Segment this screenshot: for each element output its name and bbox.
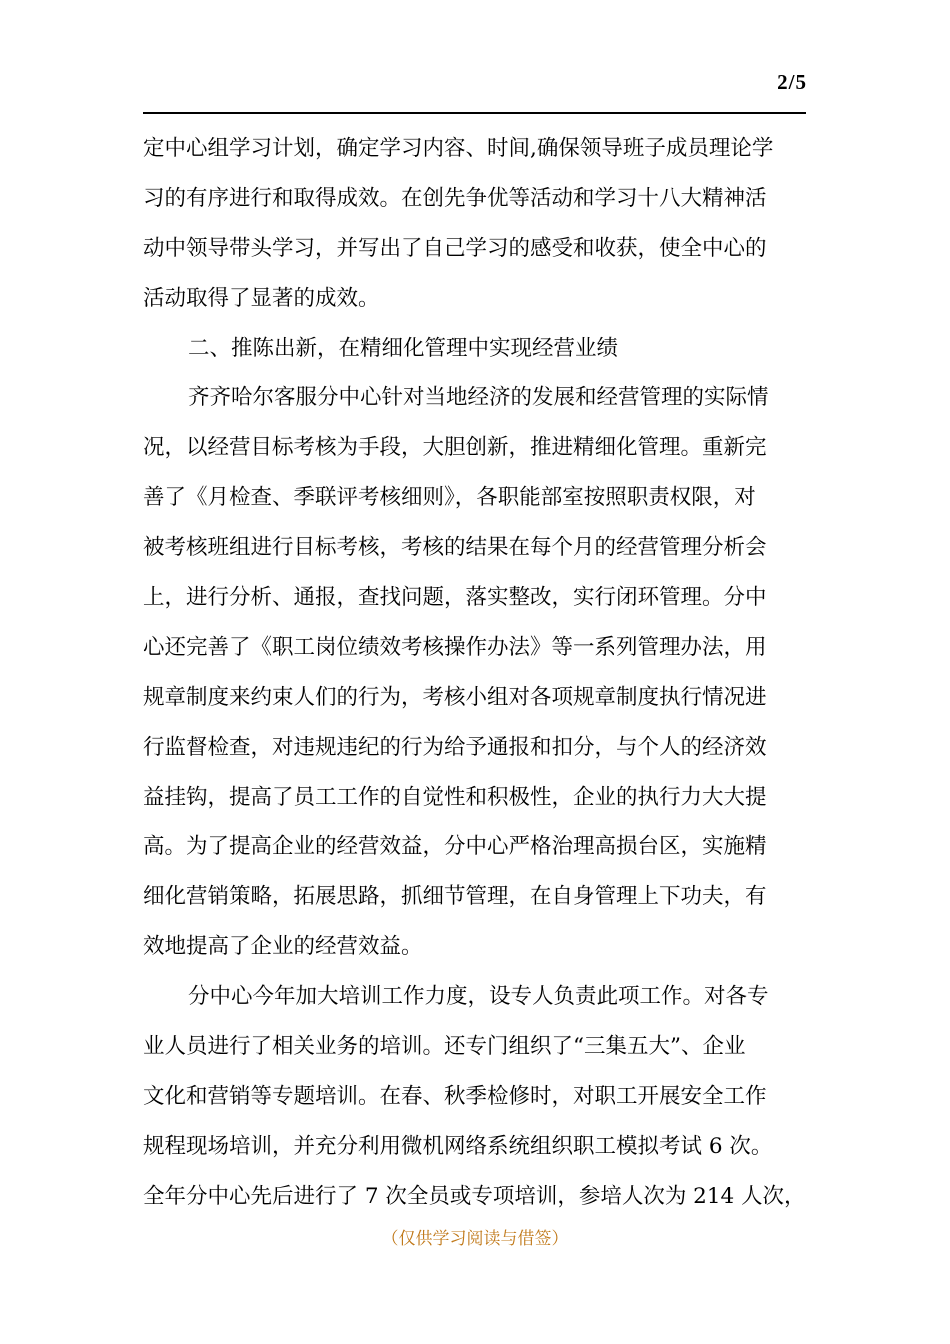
text-line: 被考核班组进行目标考核，考核的结果在每个月的经营管理分析会 <box>143 535 767 561</box>
text-line: 善了《月检查、季联评考核细则》，各职能部室按照职责权限，对 <box>143 485 756 511</box>
text-line: 上，进行分析、通报，查找问题，落实整改，实行闭环管理。分中 <box>143 585 767 611</box>
text-line: 齐齐哈尔客服分中心针对当地经济的发展和经营管理的实际情 <box>188 385 769 411</box>
text-line: 行监督检查，对违规违纪的行为给予通报和扣分，与个人的经济效 <box>143 734 767 760</box>
text-line: 心还完善了《职工岗位绩效考核操作办法》等一系列管理办法，用 <box>143 634 767 660</box>
section-heading: 二、推陈出新，在精细化管理中实现经营业绩 <box>188 335 619 361</box>
text-line: 习的有序进行和取得成效。在创先争优等活动和学习十八大精神活 <box>143 185 767 211</box>
text-line: 益挂钩，提高了员工工作的自觉性和积极性，企业的执行力大大提 <box>143 784 767 810</box>
text-line: 定中心组学习计划，确定学习内容、时间,确保领导班子成员理论学 <box>143 136 774 161</box>
text-line: 文化和营销等专题培训。在春、秋季检修时，对职工开展安全工作 <box>143 1083 767 1109</box>
text-line: 规程现场培训，并充分利用微机网络系统组织职工模拟考试 6 次。 <box>143 1133 773 1159</box>
text-line: 分中心今年加大培训工作力度，设专人负责此项工作。对各专 <box>188 984 769 1010</box>
page-number: 2/5 <box>777 70 807 94</box>
text-line: 高。为了提高企业的经营效益，分中心严格治理高损台区，实施精 <box>143 834 767 860</box>
text-line: 规章制度来约束人们的行为，考核小组对各项规章制度执行情况进 <box>143 684 767 710</box>
text-line: 动中领导带头学习，并写出了自己学习的感受和收获，使全中心的 <box>143 235 767 261</box>
document-body <box>143 124 806 1222</box>
text-line: 细化营销策略，拓展思路，抓细节管理，在自身管理上下功夫，有 <box>143 884 767 910</box>
text-line: 业人员进行了相关业务的培训。还专门组织了“三集五大”、企业 <box>143 1034 746 1060</box>
text-line: 全年分中心先后进行了 7 次全员或专项培训，参培人次为 214 人次， <box>143 1183 806 1209</box>
footer-disclaimer: （仅供学习阅读与借签） <box>381 1229 569 1249</box>
text-line: 活动取得了显著的成效。 <box>143 285 380 311</box>
text-line: 效地提高了企业的经营效益。 <box>143 934 423 960</box>
text-line: 况，以经营目标考核为手段，大胆创新，推进精细化管理。重新完 <box>143 435 767 461</box>
header-divider <box>143 112 806 114</box>
